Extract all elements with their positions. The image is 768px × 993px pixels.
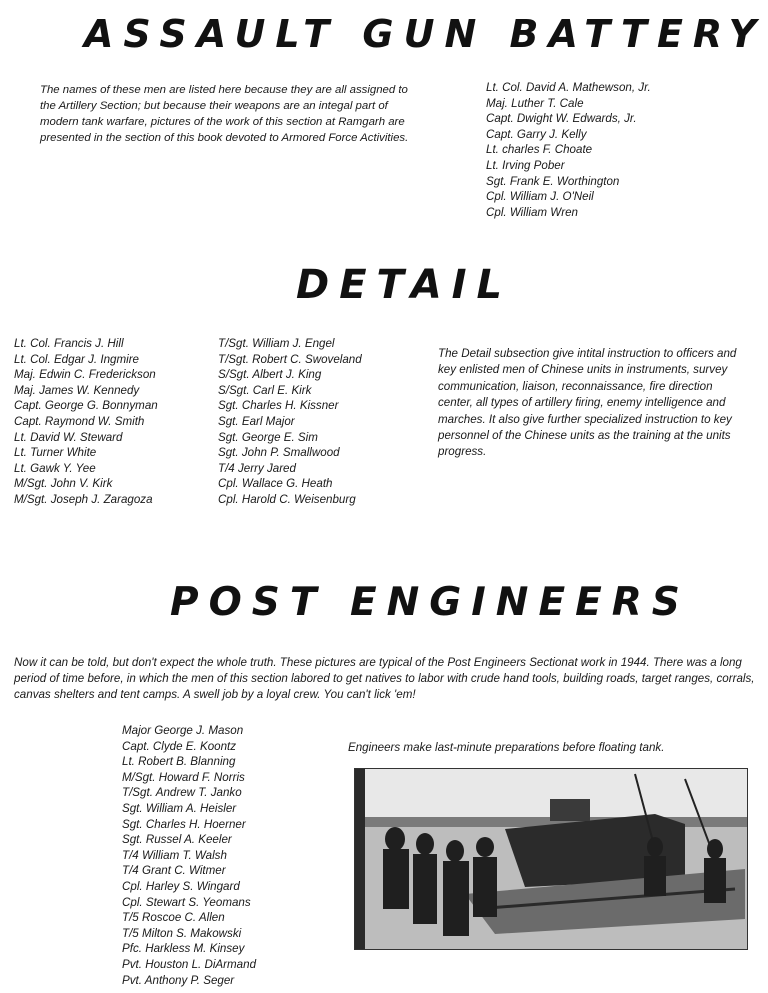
roster-name: T/Sgt. Andrew T. Janko: [122, 786, 242, 800]
roster-name: T/5 Roscoe C. Allen: [122, 911, 225, 925]
roster-name: Pvt. Anthony P. Seger: [122, 973, 235, 987]
roster-name: M/Sgt. Joseph J. Zaragoza: [14, 492, 153, 506]
post-engineers-heading: POST ENGINEERS: [170, 580, 690, 625]
roster-name: Pvt. Houston L. DiArmand: [122, 957, 257, 971]
assault-gun-battery-roster: [486, 80, 651, 220]
roster-name: Cpl. William J. O'Neil: [486, 190, 594, 204]
roster-name: Maj. Luther T. Cale: [486, 96, 584, 110]
roster-name: Lt. Gawk Y. Yee: [14, 461, 96, 475]
roster-name: Cpl. Wallace G. Heath: [218, 477, 333, 491]
roster-name: Major George J. Mason: [122, 724, 244, 737]
roster-name: Cpl. Harley S. Wingard: [122, 879, 240, 893]
roster-name: Sgt. John P. Smallwood: [218, 446, 340, 460]
floating-tank-photo: [354, 768, 748, 950]
roster-name: Sgt. Earl Major: [218, 414, 295, 428]
roster-name: Lt. Col. Edgar J. Ingmire: [14, 352, 140, 366]
roster-name: Sgt. Russel A. Keeler: [122, 833, 232, 847]
roster-name: T/Sgt. Robert C. Swoveland: [218, 352, 362, 366]
detail-heading: DETAIL: [296, 262, 513, 308]
roster-name: Sgt. Frank E. Worthington: [486, 174, 620, 188]
roster-name: Capt. Dwight W. Edwards, Jr.: [486, 112, 637, 126]
roster-name: Sgt. George E. Sim: [218, 430, 318, 444]
roster-name: Capt. George G. Bonnyman: [14, 399, 158, 413]
roster-name: Capt. Garry J. Kelly: [486, 127, 587, 141]
roster-name: Maj. James W. Kennedy: [14, 383, 140, 397]
roster-name: T/4 William T. Walsh: [122, 848, 227, 862]
roster-name: T/4 Jerry Jared: [218, 461, 296, 475]
roster-name: S/Sgt. Carl E. Kirk: [218, 383, 312, 397]
post-engineers-description: Now it can be told, but don't expect the whole truth. These pictures are typical of the Post Engineers Sectionat work in 1944. There was a long period of time before, in which the men of this section labored to get natives to labor with crude hand tools, building roads, target ranges, corrals, canvas shelters and tent camps. A swell job by a loyal crew. You can't lick 'em!: [14, 656, 755, 701]
roster-name: Cpl. William Wren: [486, 205, 579, 219]
detail-roster-col1: [14, 336, 158, 508]
post-engineers-roster: [122, 723, 256, 988]
roster-name: Sgt. William A. Heisler: [122, 801, 237, 815]
assault-gun-battery-heading: ASSAULT GUN BATTERY: [84, 12, 767, 56]
roster-name: Lt. Col. Francis J. Hill: [14, 337, 124, 350]
roster-name: T/Sgt. William J. Engel: [218, 337, 335, 350]
roster-name: Lt. charles F. Choate: [486, 143, 593, 157]
detail-description: The Detail subsection give intital instruction to officers and key enlisted men of Chinese units in instruments, survey communication, liaison, reconnaissance, fire direction center, all types of artillery firing, enemy intelligence and marches. It also give further specialized instruction to key personnel of the Chinese units as the training at the units progress.: [438, 347, 737, 459]
assault-gun-battery-description: The names of these men are listed here because they are all assigned to the Artillery Section; but because their weapons are an integal part of modern tank warfare, pictures of the work of this section at Ramgarh are presented in the section of this book devoted to Armored Force Activities.: [40, 84, 409, 144]
roster-name: M/Sgt. Howard F. Norris: [122, 770, 245, 784]
photo-caption: Engineers make last-minute preparations before floating tank.: [348, 741, 665, 754]
roster-name: T/5 Milton S. Makowski: [122, 926, 242, 940]
detail-roster-col2: [218, 336, 362, 508]
roster-name: Lt. Irving Pober: [486, 158, 565, 172]
roster-name: Lt. Robert B. Blanning: [122, 755, 236, 769]
roster-name: Cpl. Harold C. Weisenburg: [218, 492, 356, 506]
roster-name: Sgt. Charles H. Hoerner: [122, 817, 246, 831]
roster-name: M/Sgt. John V. Kirk: [14, 477, 113, 491]
roster-name: Maj. Edwin C. Frederickson: [14, 368, 156, 382]
roster-name: S/Sgt. Albert J. King: [218, 368, 322, 382]
roster-name: Cpl. Stewart S. Yeomans: [122, 895, 251, 909]
roster-name: Lt. Col. David A. Mathewson, Jr.: [486, 81, 651, 94]
roster-name: Sgt. Charles H. Kissner: [218, 399, 339, 413]
roster-name: T/4 Grant C. Witmer: [122, 864, 226, 878]
roster-name: Lt. Turner White: [14, 446, 97, 460]
roster-name: Lt. David W. Steward: [14, 430, 123, 444]
roster-name: Capt. Clyde E. Koontz: [122, 739, 237, 753]
roster-name: Capt. Raymond W. Smith: [14, 414, 145, 428]
roster-name: Pfc. Harkless M. Kinsey: [122, 942, 245, 956]
